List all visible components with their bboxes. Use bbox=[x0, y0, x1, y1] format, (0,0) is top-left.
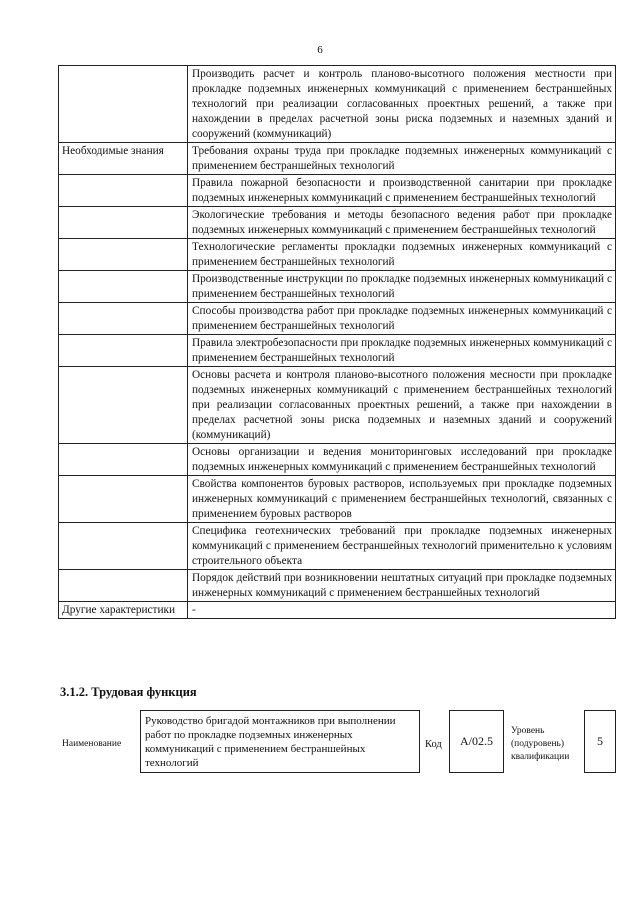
row-content-cell: Производственные инструкции по прокладке подземных инженерных коммуникаций с применением бестраншейных технологий bbox=[188, 271, 616, 303]
row-label-cell: Необходимые знания bbox=[59, 143, 188, 175]
row-label-cell bbox=[59, 175, 188, 207]
row-label-cell bbox=[59, 444, 188, 476]
row-label-cell bbox=[59, 239, 188, 271]
section-heading: 3.1.2. Трудовая функция bbox=[60, 685, 197, 699]
table-row bbox=[59, 207, 616, 239]
table-row bbox=[59, 602, 616, 619]
row-content-cell: Правила электробезопасности при прокладке подземных инженерных коммуникаций с применением бестраншейных технологий bbox=[188, 335, 616, 367]
row-content-cell: Производить расчет и контроль планово-высотного положения местности при прокладке подземных инженерных коммуникаций с применением бестраншейных технологий при реализации согласованных проектных решений, а также при нахождении в пределах расчетной зоны риска подземных и наземных зданий и сооружений (коммуникаций) bbox=[188, 66, 616, 143]
table-row bbox=[59, 570, 616, 602]
table-row bbox=[59, 239, 616, 271]
level-label-line: квалификации bbox=[511, 752, 570, 762]
row-content-cell: Правила пожарной безопасности и производственной санитарии при прокладке подземных инженерных коммуникаций с применением бестраншейных технологий bbox=[188, 175, 616, 207]
level-label-line: (подуровень) bbox=[511, 739, 565, 749]
row-label-cell bbox=[59, 66, 188, 143]
level-label bbox=[511, 725, 569, 764]
table-row bbox=[59, 523, 616, 570]
row-label-cell: Другие характеристики bbox=[59, 602, 188, 619]
table-row bbox=[59, 143, 616, 175]
level-box: 5 bbox=[584, 710, 616, 773]
name-box: Руководство бригадой монтажников при выполнении работ по прокладке подземных инженерных коммуникаций с применением бестраншейных технологий bbox=[140, 710, 420, 773]
row-content-cell: Способы производства работ при прокладке подземных инженерных коммуникаций с применением бестраншейных технологий bbox=[188, 303, 616, 335]
table-row bbox=[59, 271, 616, 303]
code-label: Код bbox=[425, 739, 442, 750]
row-label-cell bbox=[59, 207, 188, 239]
table-row bbox=[59, 303, 616, 335]
row-content-cell: - bbox=[188, 602, 616, 619]
row-content-cell: Порядок действий при возникновении нештатных ситуаций при прокладке подземных инженерных коммуникаций с применением бестраншейных технологий bbox=[188, 570, 616, 602]
table-row bbox=[59, 444, 616, 476]
labor-function-row bbox=[0, 705, 640, 775]
table-row bbox=[59, 335, 616, 367]
row-content-cell: Экологические требования и методы безопасного ведения работ при прокладке подземных инженерных коммуникаций с применением бестраншейных технологий bbox=[188, 207, 616, 239]
level-label-line: Уровень bbox=[511, 726, 545, 736]
code-box: A/02.5 bbox=[449, 710, 504, 773]
table-row bbox=[59, 175, 616, 207]
table-row bbox=[59, 476, 616, 523]
row-content-cell: Свойства компонентов буровых растворов, используемых при прокладке подземных инженерных коммуникаций с применением бестраншейных технологий, связанных с применением буровых растворов bbox=[188, 476, 616, 523]
row-content-cell: Требования охраны труда при прокладке подземных инженерных коммуникаций с применением бестраншейных технологий bbox=[188, 143, 616, 175]
row-label-cell bbox=[59, 303, 188, 335]
table-row bbox=[59, 66, 616, 143]
row-label-cell bbox=[59, 570, 188, 602]
row-label-cell bbox=[59, 523, 188, 570]
name-label: Наименование bbox=[62, 739, 122, 749]
row-label-cell bbox=[59, 271, 188, 303]
row-content-cell: Специфика геотехнических требований при прокладке подземных инженерных коммуникаций с применением бестраншейных технологий применительно к условиям строительного объекта bbox=[188, 523, 616, 570]
knowledge-table bbox=[58, 65, 616, 619]
page-number: 6 bbox=[317, 44, 323, 56]
row-label-cell bbox=[59, 367, 188, 444]
row-content-cell: Основы организации и ведения мониторинговых исследований при прокладке подземных инженерных коммуникаций с применением бестраншейных технологий bbox=[188, 444, 616, 476]
row-content-cell: Основы расчета и контроля планово-высотного положения месности при прокладке подземных инженерных коммуникаций с применением бестраншейных технологий при реализации согласованных проектных решений, а также при нахождении в пределах расчетной зоны риска подземных и наземных зданий и сооружений (коммуникаций) bbox=[188, 367, 616, 444]
row-content-cell: Технологические регламенты прокладки подземных инженерных коммуникаций с применением бестраншейных технологий bbox=[188, 239, 616, 271]
row-label-cell bbox=[59, 476, 188, 523]
table-row bbox=[59, 367, 616, 444]
row-label-cell bbox=[59, 335, 188, 367]
